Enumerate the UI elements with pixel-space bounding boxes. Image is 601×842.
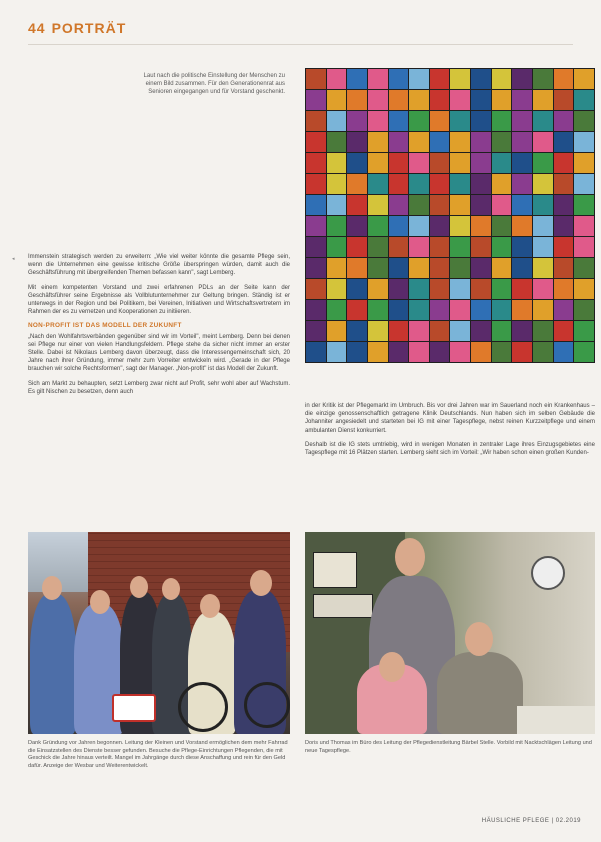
mosaic-tile (368, 132, 388, 152)
mosaic-tile (327, 342, 347, 362)
mosaic-tile (430, 195, 450, 215)
mosaic-tile (471, 216, 491, 236)
mosaic-tile (409, 174, 429, 194)
mosaic-tile (347, 195, 367, 215)
page-footer: HÄUSLICHE PFLEGE | 02.2019 (481, 818, 581, 824)
mosaic-tile (389, 174, 409, 194)
mosaic-tile (430, 279, 450, 299)
mosaic-tile (409, 216, 429, 236)
mosaic-tile (347, 342, 367, 362)
mosaic-tile (554, 321, 574, 341)
mosaic-tile (409, 132, 429, 152)
mosaic-tile (327, 153, 347, 173)
mosaic-tile (492, 216, 512, 236)
group-photo-caption: Dank Gründung vor Jahren begonnen. Leitung der Kleinen und Vorstand ermöglichen dem mehr Fahrrad die Einsatzstellen des Dienste besser gefunden. Besuche die Pflege-Einrichtungen Pflegenden, die mit Geschick die Jahre hinaus verteilt. Mangel im Jahrgänge durch diese Anschaffung und rein für den Geld dafür. Anzeige der Wesbar und Weiterentwickelt. (28, 740, 288, 769)
mosaic-tile (533, 90, 553, 110)
mosaic-tile (471, 300, 491, 320)
mosaic-tile (492, 153, 512, 173)
mosaic-tile (574, 195, 594, 215)
mosaic-tile (492, 111, 512, 131)
mosaic-tile (533, 174, 553, 194)
mosaic-tile (409, 90, 429, 110)
mosaic-tile (430, 132, 450, 152)
top-image-caption: Laut nach die politische Einstellung der Menschen zu einem Bild zusammen. Für den Generationenrat aus Senioren eingegangen und für Vorstand geschenkt. (143, 73, 285, 96)
mosaic-tile (492, 279, 512, 299)
mosaic-tile (574, 216, 594, 236)
mosaic-tile (306, 174, 326, 194)
mosaic-tile (574, 174, 594, 194)
mosaic-tile (471, 153, 491, 173)
mosaic-tile (554, 132, 574, 152)
mosaic-tile (409, 321, 429, 341)
mosaic-tile (450, 342, 470, 362)
mosaic-tile (471, 342, 491, 362)
mosaic-tile (512, 300, 532, 320)
mosaic-tile (389, 216, 409, 236)
mosaic-tile (409, 69, 429, 89)
mosaic-tile (430, 69, 450, 89)
mosaic-tile (574, 69, 594, 89)
mosaic-tile (430, 174, 450, 194)
mosaic-tile (554, 195, 574, 215)
mosaic-tile (306, 300, 326, 320)
mosaic-tile (574, 300, 594, 320)
header-rule (28, 44, 573, 45)
mosaic-tile (368, 237, 388, 257)
mosaic-tile (471, 111, 491, 131)
mosaic-tile (347, 300, 367, 320)
page-number: 44 (28, 20, 46, 36)
mosaic-tile (306, 279, 326, 299)
mosaic-tile (347, 321, 367, 341)
mosaic-tile (450, 300, 470, 320)
mosaic-tile (368, 69, 388, 89)
mosaic-tile (450, 111, 470, 131)
mosaic-tile (368, 195, 388, 215)
mosaic-tile (389, 237, 409, 257)
mosaic-tile (492, 195, 512, 215)
mosaic-tile (306, 90, 326, 110)
mosaic-tile (347, 174, 367, 194)
mosaic-tile (471, 195, 491, 215)
mosaic-tile (574, 279, 594, 299)
mosaic-tile (430, 153, 450, 173)
mosaic-tile (306, 195, 326, 215)
mosaic-tile (471, 174, 491, 194)
mosaic-tile (512, 111, 532, 131)
mosaic-tile (430, 321, 450, 341)
office-photo (305, 532, 595, 734)
mosaic-tile (389, 90, 409, 110)
mosaic-tile (554, 153, 574, 173)
mosaic-tile (554, 300, 574, 320)
mosaic-tile (512, 237, 532, 257)
mosaic-tile (327, 174, 347, 194)
mosaic-tile (574, 111, 594, 131)
mosaic-tile (471, 258, 491, 278)
mosaic-tile (327, 90, 347, 110)
mosaic-tile (533, 195, 553, 215)
mosaic-tile (554, 342, 574, 362)
mosaic-tile (492, 321, 512, 341)
mosaic-tile (450, 195, 470, 215)
mosaic-photo (305, 68, 595, 363)
mosaic-tile (368, 111, 388, 131)
mosaic-tile (492, 342, 512, 362)
mosaic-tile (512, 342, 532, 362)
mosaic-tile (409, 300, 429, 320)
mosaic-tile (306, 69, 326, 89)
mosaic-tile (554, 216, 574, 236)
mosaic-tile (430, 258, 450, 278)
mosaic-tile (471, 90, 491, 110)
mosaic-tile (389, 342, 409, 362)
mosaic-tile (389, 300, 409, 320)
mosaic-tile (512, 153, 532, 173)
mosaic-tile (554, 111, 574, 131)
mosaic-tile (409, 258, 429, 278)
mosaic-tile (450, 174, 470, 194)
mosaic-tile (492, 258, 512, 278)
mosaic-tile (492, 174, 512, 194)
mosaic-tile (450, 69, 470, 89)
mosaic-tile (306, 153, 326, 173)
mosaic-tile (533, 153, 553, 173)
mosaic-tile (512, 132, 532, 152)
mosaic-tile (327, 69, 347, 89)
mosaic-tile (471, 237, 491, 257)
mosaic-tile (327, 195, 347, 215)
mosaic-tile (347, 237, 367, 257)
mosaic-tile (347, 69, 367, 89)
mosaic-tile (430, 216, 450, 236)
mosaic-tile (574, 258, 594, 278)
mosaic-tile (368, 153, 388, 173)
mosaic-tile (471, 69, 491, 89)
mosaic-tile (492, 90, 512, 110)
mosaic-tile (409, 237, 429, 257)
mosaic-tile (306, 258, 326, 278)
mosaic-tile (327, 237, 347, 257)
mosaic-tile (471, 279, 491, 299)
mosaic-tile (368, 90, 388, 110)
left-paragraph-1: Immenstein strategisch werden zu erweitern: „Wie viel weiter könnte die gesamte Pflege sein, wenn die Unternehmen eine gewisse kritische Größe überspringen würden, damit auch die Geschäftsführung mit übergreifenden Themen befassen kann", sagt Lemberg. (28, 254, 290, 277)
mosaic-tile (450, 321, 470, 341)
mosaic-tile (389, 153, 409, 173)
mosaic-tile (430, 90, 450, 110)
left-column (28, 253, 290, 402)
mosaic-tile (512, 216, 532, 236)
mosaic-tile (409, 195, 429, 215)
office-photo-caption: Doris und Thomas im Büro des Leitung der Pflegedienstleitung Bärbel Stelle. Vorbild mit Nacktschlägen Leitung und neue Tagespflege. (305, 740, 592, 754)
mosaic-tile (492, 69, 512, 89)
mosaic-tile (347, 90, 367, 110)
mosaic-tile (327, 321, 347, 341)
mosaic-tile (533, 216, 553, 236)
mosaic-tile (409, 279, 429, 299)
mosaic-tile (327, 111, 347, 131)
mosaic-tile (409, 342, 429, 362)
mosaic-tile (450, 258, 470, 278)
mosaic-tile (306, 111, 326, 131)
mosaic-tile (574, 90, 594, 110)
mosaic-tile (492, 132, 512, 152)
mosaic-tile (533, 237, 553, 257)
mosaic-tile (450, 279, 470, 299)
mosaic-tile (554, 174, 574, 194)
right-paragraph-2: Deshalb ist die IG stets umtriebig, wird in wenigen Monaten in zentraler Lage ihres Einzugsgebietes eine Tagespflege mit 16 Plätzen starten. Lemberg sieht sich im Vorteil: „Wir haben schon einen großen Kunden- (305, 441, 595, 457)
mosaic-tile (368, 300, 388, 320)
mosaic-tile (347, 258, 367, 278)
mosaic-tile (450, 153, 470, 173)
mosaic-tile (327, 132, 347, 152)
mosaic-tile (533, 111, 553, 131)
mosaic-tile (533, 132, 553, 152)
mosaic-tile (574, 321, 594, 341)
mosaic-tile (574, 153, 594, 173)
mosaic-tile (347, 132, 367, 152)
mosaic-tile (306, 342, 326, 362)
mosaic-tile (389, 321, 409, 341)
mosaic-tile (389, 258, 409, 278)
mosaic-tile (471, 132, 491, 152)
mosaic-tile (389, 69, 409, 89)
mosaic-tile (450, 90, 470, 110)
mosaic-tile (306, 321, 326, 341)
mosaic-tile (430, 342, 450, 362)
mosaic-tile (327, 279, 347, 299)
mosaic-tile (368, 279, 388, 299)
left-paragraph-2: Mit einem kompetenten Vorstand und zwei erfahrenen PDLs an der Seite kann der Geschäftsführer seine Ergebnisse als Vollblutunternehmer zur Geltung bringen. Ständig ist er unterwegs in der Region und bei Politikern, bei Vereinen, Initiativen und Wirtschaftsvertretern im Rahmen der es zu vernetzen und Kooperationen zu initiieren. (28, 284, 290, 316)
mosaic-tile (450, 216, 470, 236)
mosaic-tile (512, 321, 532, 341)
mosaic-tile (368, 216, 388, 236)
mosaic-tile (368, 258, 388, 278)
mosaic-tile (409, 111, 429, 131)
section-title: PORTRÄT (51, 20, 127, 36)
page-header (28, 20, 132, 36)
mosaic-tile (306, 216, 326, 236)
mosaic-tile (389, 111, 409, 131)
mosaic-tile (389, 279, 409, 299)
right-column (305, 402, 595, 463)
mosaic-tile (368, 342, 388, 362)
left-paragraph-3: „Nach den Wohlfahrtsverbänden gegenüber sind wir im Vorteil", meint Lemberg. Denn bei denen sei Pflege nur einer von vielen Handlungsfeldern. Pflege stehe da sicher nicht immer an erster Stelle. Dabei ist Nikolaus Lemberg davon überzeugt, dass die Interessengemeinschaft sich, 20 Jahre nach ihrer Gründung, immer mehr zum Vorreiter entwickeln wird. „Gerade in der Pflege brauchen wir solche Rechtsformen", sagt der Manager. „Non-profit" ist das Modell der Zukunft. (28, 333, 290, 373)
mosaic-tile (533, 321, 553, 341)
mosaic-tile (533, 258, 553, 278)
mosaic-tile (389, 132, 409, 152)
mosaic-tile (327, 216, 347, 236)
mosaic-tile (389, 195, 409, 215)
mosaic-tile (306, 132, 326, 152)
mosaic-tile (327, 300, 347, 320)
mosaic-tile (554, 258, 574, 278)
mosaic-tile (533, 69, 553, 89)
mosaic-tile (574, 342, 594, 362)
mosaic-tile (574, 237, 594, 257)
mosaic-tile (554, 69, 574, 89)
mosaic-tile (430, 237, 450, 257)
mosaic-tile (347, 153, 367, 173)
right-paragraph-1: in der Kritik ist der Pflegemarkt im Umbruch. Bis vor drei Jahren war im Sauerland noch ein Krankenhaus – die einzige genossenschaftlich getragene Klinik Deutschlands. Nun haben sich im selben Gebäude die Johanniter angesiedelt und starteten bei IG mit einer Tagespflege, nebst reinen Kurzzeitpflege und einem ambulanten Dienst konkurriert. (305, 403, 595, 434)
mosaic-tile (512, 258, 532, 278)
mosaic-tile (492, 237, 512, 257)
left-paragraph-4: Sich am Markt zu behaupten, setzt Lemberg zwar nicht auf Profit, sehr wohl aber auf Wachstum. Es gilt Nischen zu besetzen, denn auch (28, 380, 290, 395)
mosaic-tile (347, 279, 367, 299)
mosaic-tile (450, 132, 470, 152)
mosaic-tile (409, 153, 429, 173)
mosaic-tile (512, 174, 532, 194)
mosaic-tile (368, 174, 388, 194)
margin-marker: ◂ (12, 256, 15, 262)
mosaic-tile (533, 279, 553, 299)
mosaic-tile (430, 300, 450, 320)
mosaic-tile (533, 300, 553, 320)
mosaic-tile (554, 237, 574, 257)
mosaic-tile (450, 237, 470, 257)
subheading: NON-PROFIT IST DAS MODELL DER ZUKUNFT (28, 322, 182, 330)
mosaic-tile (430, 111, 450, 131)
mosaic-tile (512, 195, 532, 215)
mosaic-tile (512, 69, 532, 89)
mosaic-tile (306, 237, 326, 257)
mosaic-tile (574, 132, 594, 152)
mosaic-tile (512, 90, 532, 110)
mosaic-tile (492, 300, 512, 320)
mosaic-tile (368, 321, 388, 341)
group-photo (28, 532, 290, 734)
mosaic-tile (554, 279, 574, 299)
mosaic-tile (347, 111, 367, 131)
mosaic-tile (533, 342, 553, 362)
mosaic-tile (554, 90, 574, 110)
mosaic-tile (512, 279, 532, 299)
mosaic-tile (471, 321, 491, 341)
mosaic-tile (327, 258, 347, 278)
mosaic-tile (347, 216, 367, 236)
